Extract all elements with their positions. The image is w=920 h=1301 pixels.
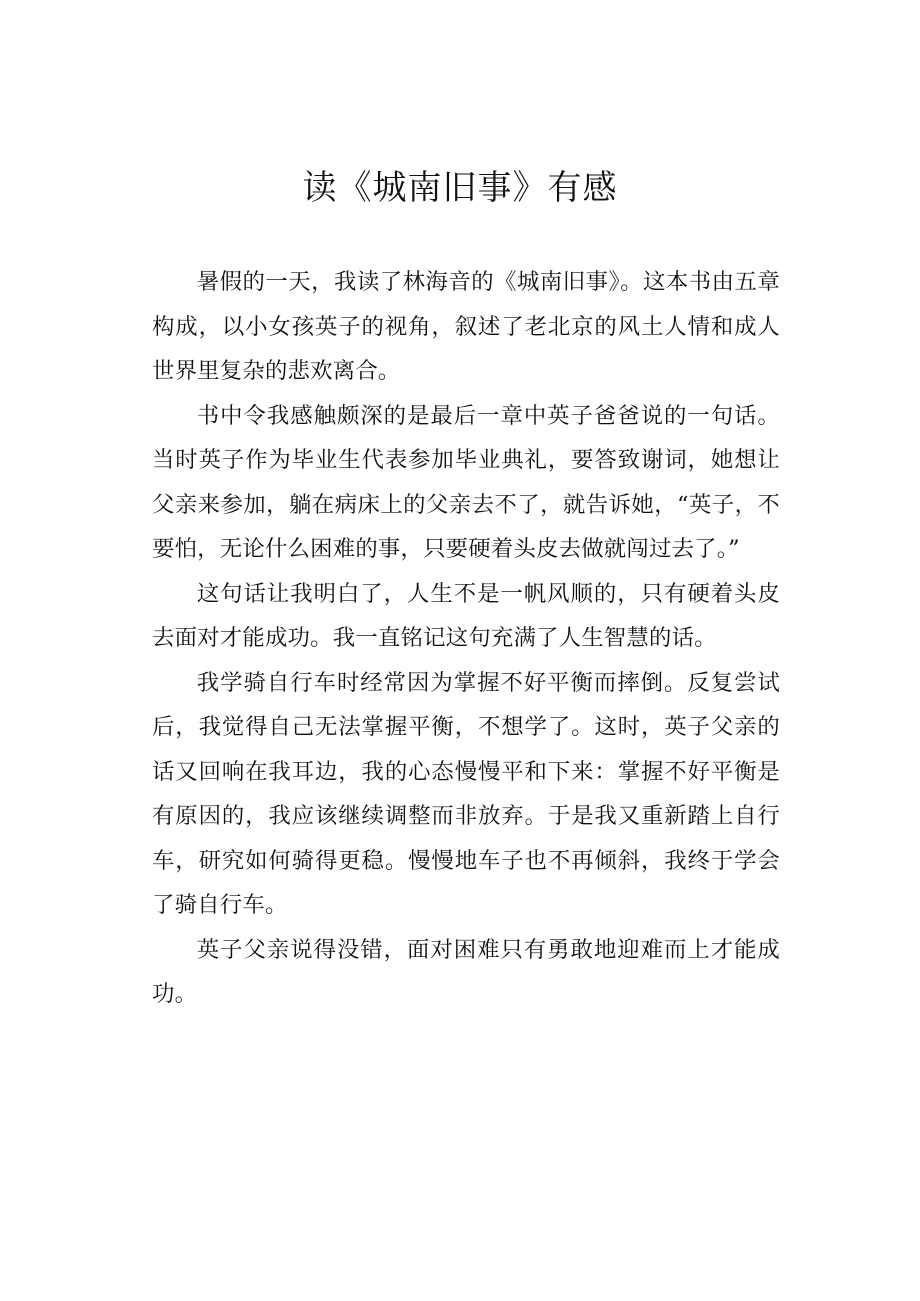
paragraph-5: 英子父亲说得没错，面对困难只有勇敢地迎难而上才能成功。 xyxy=(152,936,780,1007)
paragraph-3: 这句话让我明白了，人生不是一帆风顺的，只有硬着头皮去面对才能成功。我一直铭记这句充满了人生智慧的话。 xyxy=(152,580,780,651)
paragraph-2: 书中令我感触颇深的是最后一章中英子爸爸说的一句话。当时英子作为毕业生代表参加毕业典礼，要答致谢词，她想让父亲来参加，躺在病床上的父亲去不了，就告诉她，“英子，不要怕，无论什么困难的事，只要硬着头皮去做就闯过去了。” xyxy=(152,402,780,562)
document-title: 读《城南旧事》有感 xyxy=(302,168,618,208)
document-body xyxy=(152,260,780,1017)
paragraph-1: 暑假的一天，我读了林海音的《城南旧事》。这本书由五章构成，以小女孩英子的视角，叙述了老北京的风土人情和成人世界里复杂的悲欢离合。 xyxy=(152,269,780,384)
paragraph-4: 我学骑自行车时经常因为掌握不好平衡而摔倒。反复尝试后，我觉得自己无法掌握平衡，不想学了。这时，英子父亲的话又回响在我耳边，我的心态慢慢平和下来：掌握不好平衡是有原因的，我应该继续调整而非放弃。于是我又重新踏上自行车，研究如何骑得更稳。慢慢地车子也不再倾斜，我终于学会了骑自行车。 xyxy=(152,669,780,918)
